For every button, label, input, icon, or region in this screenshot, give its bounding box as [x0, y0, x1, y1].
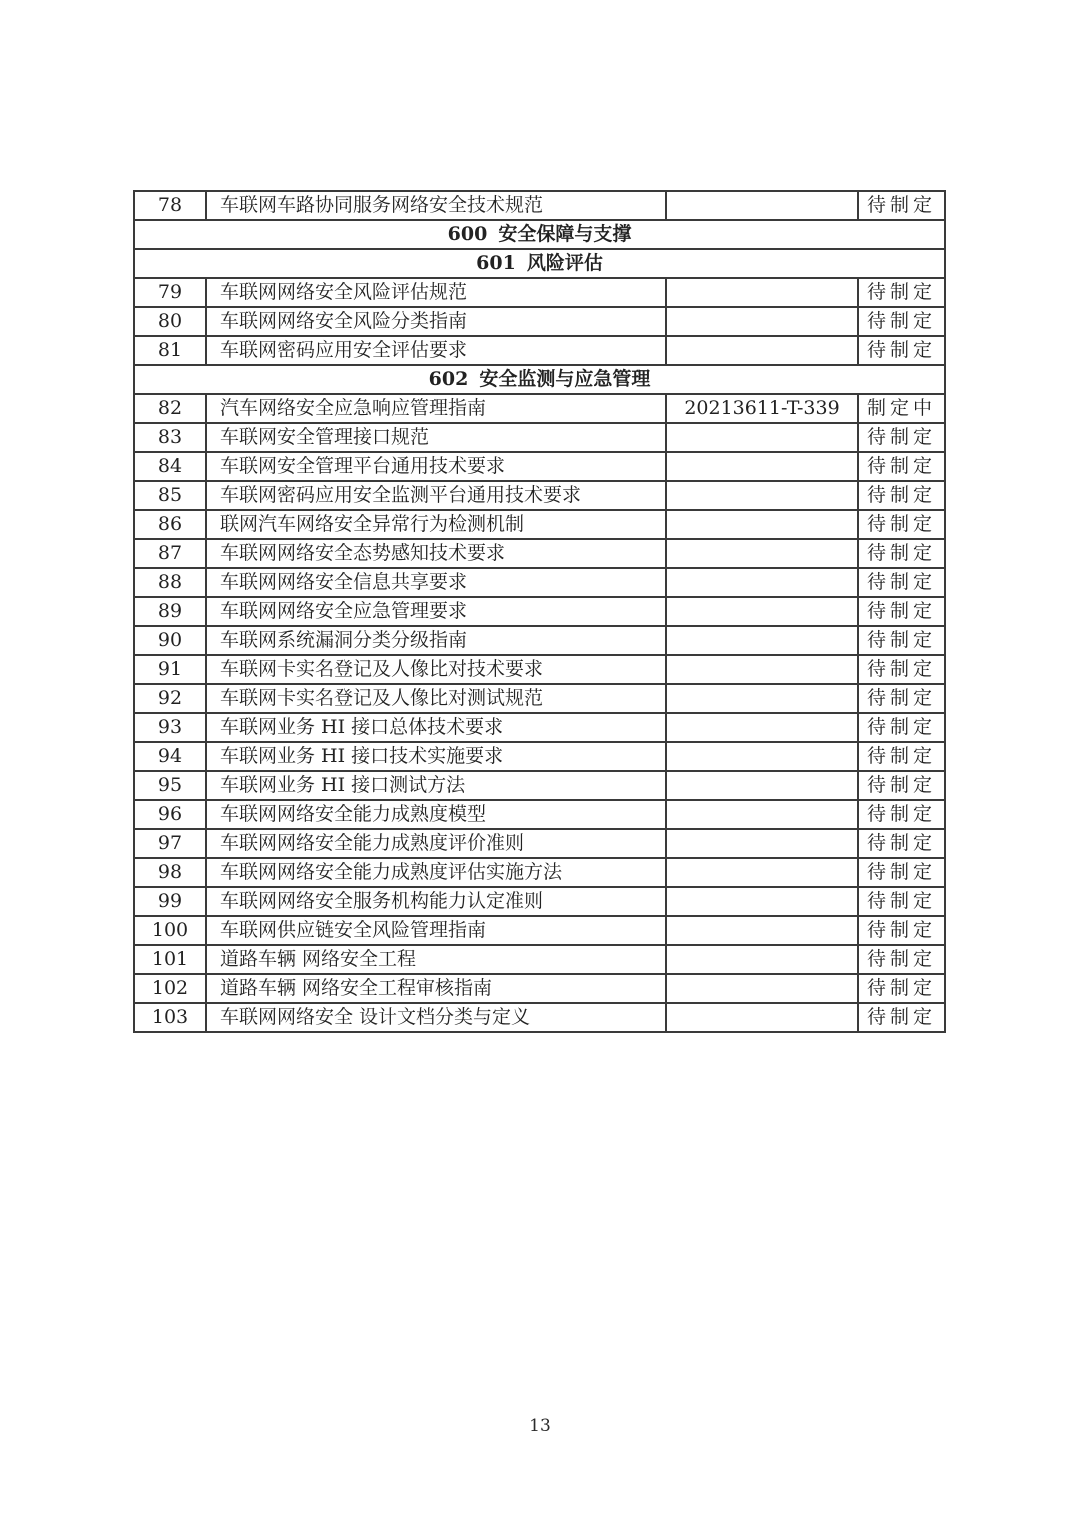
row-number-cell: 85 [134, 481, 206, 510]
plan-number-cell [666, 336, 858, 365]
standard-name-cell: 车联网网络安全应急管理要求 [206, 597, 666, 626]
status-cell: 待制定 [858, 481, 945, 510]
section-header-cell [134, 249, 945, 278]
standard-name-cell: 车联网车路协同服务网络安全技术规范 [206, 191, 666, 220]
table-row [134, 1003, 945, 1032]
table-row [134, 887, 945, 916]
status-cell: 制定中 [858, 394, 945, 423]
plan-number-cell [666, 307, 858, 336]
table-row [134, 597, 945, 626]
plan-number-cell [666, 539, 858, 568]
plan-number-cell [666, 771, 858, 800]
row-number-cell: 93 [134, 713, 206, 742]
table-row [134, 742, 945, 771]
row-number-cell: 87 [134, 539, 206, 568]
section-number: 601 [476, 252, 516, 274]
standard-name-cell: 车联网安全管理平台通用技术要求 [206, 452, 666, 481]
section-header-cell [134, 365, 945, 394]
row-number-cell: 90 [134, 626, 206, 655]
standard-name-cell: 联网汽车网络安全异常行为检测机制 [206, 510, 666, 539]
status-cell: 待制定 [858, 713, 945, 742]
row-number-cell: 102 [134, 974, 206, 1003]
table-row [134, 945, 945, 974]
standard-name-cell: 车联网业务 HI 接口测试方法 [206, 771, 666, 800]
table-row [134, 394, 945, 423]
table-row [134, 423, 945, 452]
status-cell: 待制定 [858, 1003, 945, 1032]
standard-name-cell: 车联网业务 HI 接口技术实施要求 [206, 742, 666, 771]
status-cell: 待制定 [858, 858, 945, 887]
table-row [134, 626, 945, 655]
plan-number-cell [666, 829, 858, 858]
status-cell: 待制定 [858, 307, 945, 336]
plan-number-cell [666, 858, 858, 887]
row-number-cell: 97 [134, 829, 206, 858]
row-number-cell: 92 [134, 684, 206, 713]
row-number-cell: 79 [134, 278, 206, 307]
table-row [134, 858, 945, 887]
plan-number-cell [666, 597, 858, 626]
row-number-cell: 80 [134, 307, 206, 336]
table-row [134, 916, 945, 945]
table-row [134, 655, 945, 684]
standard-name-cell: 车联网网络安全风险评估规范 [206, 278, 666, 307]
standard-name-cell: 车联网网络安全能力成熟度模型 [206, 800, 666, 829]
status-cell: 待制定 [858, 771, 945, 800]
row-number-cell: 91 [134, 655, 206, 684]
table-row [134, 974, 945, 1003]
standard-name-cell: 车联网网络安全能力成熟度评估实施方法 [206, 858, 666, 887]
status-cell: 待制定 [858, 887, 945, 916]
plan-number-cell [666, 278, 858, 307]
standard-name-cell: 汽车网络安全应急响应管理指南 [206, 394, 666, 423]
row-number-cell: 94 [134, 742, 206, 771]
standard-name-cell: 车联网密码应用安全评估要求 [206, 336, 666, 365]
standard-name-cell: 车联网系统漏洞分类分级指南 [206, 626, 666, 655]
table-row [134, 307, 945, 336]
status-cell: 待制定 [858, 423, 945, 452]
table-row [134, 800, 945, 829]
standard-name-cell: 车联网卡实名登记及人像比对技术要求 [206, 655, 666, 684]
status-cell: 待制定 [858, 800, 945, 829]
standard-name-cell: 道路车辆 网络安全工程 [206, 945, 666, 974]
standard-name-cell: 车联网网络安全信息共享要求 [206, 568, 666, 597]
standard-name-cell: 道路车辆 网络安全工程审核指南 [206, 974, 666, 1003]
status-cell: 待制定 [858, 539, 945, 568]
row-number-cell: 83 [134, 423, 206, 452]
standard-name-cell: 车联网密码应用安全监测平台通用技术要求 [206, 481, 666, 510]
plan-number-cell [666, 887, 858, 916]
plan-number-cell [666, 655, 858, 684]
section-title: 安全保障与支撑 [498, 223, 632, 245]
standard-name-cell: 车联网业务 HI 接口总体技术要求 [206, 713, 666, 742]
plan-number-cell [666, 626, 858, 655]
standard-name-cell: 车联网卡实名登记及人像比对测试规范 [206, 684, 666, 713]
status-cell: 待制定 [858, 626, 945, 655]
table-row [134, 481, 945, 510]
row-number-cell: 100 [134, 916, 206, 945]
status-cell: 待制定 [858, 916, 945, 945]
status-cell: 待制定 [858, 568, 945, 597]
row-number-cell: 82 [134, 394, 206, 423]
plan-number-cell [666, 510, 858, 539]
plan-number-cell [666, 568, 858, 597]
table-row [134, 278, 945, 307]
status-cell: 待制定 [858, 191, 945, 220]
row-number-cell: 98 [134, 858, 206, 887]
status-cell: 待制定 [858, 655, 945, 684]
plan-number-cell [666, 423, 858, 452]
plan-number-cell [666, 916, 858, 945]
section-title: 风险评估 [526, 252, 603, 274]
row-number-cell: 99 [134, 887, 206, 916]
row-number-cell: 89 [134, 597, 206, 626]
standard-name-cell: 车联网网络安全风险分类指南 [206, 307, 666, 336]
page-number: 13 [529, 1416, 551, 1436]
standard-name-cell: 车联网安全管理接口规范 [206, 423, 666, 452]
status-cell: 待制定 [858, 510, 945, 539]
plan-number-cell [666, 191, 858, 220]
status-cell: 待制定 [858, 336, 945, 365]
row-number-cell: 78 [134, 191, 206, 220]
status-cell: 待制定 [858, 452, 945, 481]
standard-name-cell: 车联网网络安全能力成熟度评价准则 [206, 829, 666, 858]
plan-number-cell [666, 974, 858, 1003]
section-header-row [134, 220, 945, 249]
plan-number-cell [666, 481, 858, 510]
standard-name-cell: 车联网网络安全 设计文档分类与定义 [206, 1003, 666, 1032]
section-number: 602 [428, 368, 469, 390]
standards-table [133, 190, 946, 1033]
standard-name-cell: 车联网网络安全服务机构能力认定准则 [206, 887, 666, 916]
plan-number-cell [666, 945, 858, 974]
section-title: 安全监测与应急管理 [479, 368, 651, 390]
row-number-cell: 96 [134, 800, 206, 829]
row-number-cell: 101 [134, 945, 206, 974]
table-row [134, 771, 945, 800]
section-number: 600 [447, 223, 488, 245]
row-number-cell: 88 [134, 568, 206, 597]
table-row [134, 510, 945, 539]
row-number-cell: 81 [134, 336, 206, 365]
section-header-cell [134, 220, 945, 249]
plan-number-cell [666, 684, 858, 713]
table-row [134, 336, 945, 365]
table-row [134, 568, 945, 597]
section-header-row [134, 365, 945, 394]
row-number-cell: 86 [134, 510, 206, 539]
status-cell: 待制定 [858, 945, 945, 974]
status-cell: 待制定 [858, 684, 945, 713]
row-number-cell: 95 [134, 771, 206, 800]
status-cell: 待制定 [858, 742, 945, 771]
plan-number-cell [666, 800, 858, 829]
table-row [134, 684, 945, 713]
row-number-cell: 103 [134, 1003, 206, 1032]
standard-name-cell: 车联网网络安全态势感知技术要求 [206, 539, 666, 568]
table-row [134, 452, 945, 481]
plan-number-cell: 20213611-T-339 [666, 394, 858, 423]
table-row [134, 829, 945, 858]
standard-name-cell: 车联网供应链安全风险管理指南 [206, 916, 666, 945]
row-number-cell: 84 [134, 452, 206, 481]
status-cell: 待制定 [858, 829, 945, 858]
section-header-row [134, 249, 945, 278]
table-row [134, 191, 945, 220]
plan-number-cell [666, 452, 858, 481]
status-cell: 待制定 [858, 597, 945, 626]
plan-number-cell [666, 742, 858, 771]
table-row [134, 539, 945, 568]
plan-number-cell [666, 713, 858, 742]
standards-table-body [134, 191, 945, 1032]
plan-number-cell [666, 1003, 858, 1032]
status-cell: 待制定 [858, 974, 945, 1003]
status-cell: 待制定 [858, 278, 945, 307]
table-row [134, 713, 945, 742]
